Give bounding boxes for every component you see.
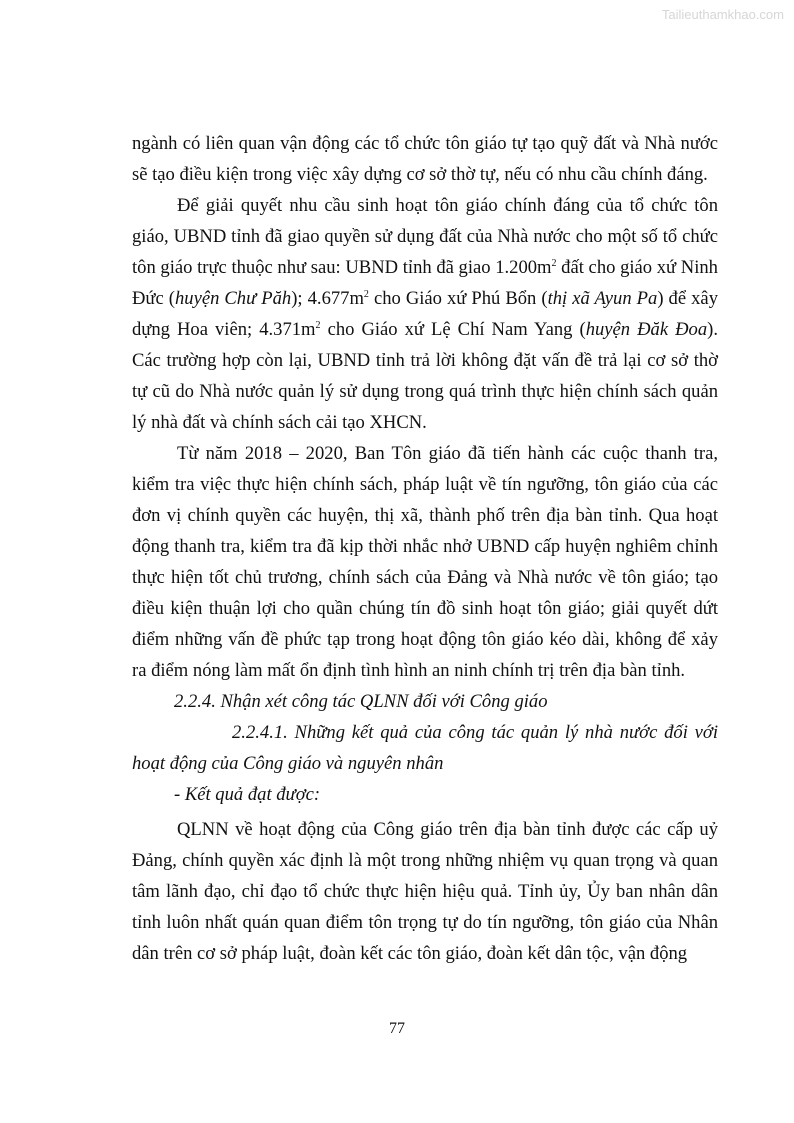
text-run: ). Các trường hợp còn lại, UBND tỉnh trả lời không đặt vấn đề trả lại cơ sở thờ tự cũ do Nhà nước quản lý sử dụng trong quá trình thực hiện chính sách quản lý nhà đất và chính sách cải tạo XHCN.	[132, 319, 718, 433]
text-run: ) để xây dựng Hoa viên; 4.371m	[132, 288, 718, 340]
italic-place: huyện Chư Păh	[174, 288, 292, 309]
paragraph-land-allocation	[132, 190, 718, 438]
superscript: 2	[363, 288, 369, 300]
superscript: 2	[315, 319, 321, 331]
text-run: ); 4.677m	[291, 288, 364, 309]
paragraph-results: QLNN về hoạt động của Công giáo trên địa bàn tỉnh được các cấp uỷ Đảng, chính quyền xác định là một trong những nhiệm vụ quan trọng và quan tâm lãnh đạo, chỉ đạo tổ chức thực hiện hiệu quả. Tỉnh ủy, Ủy ban nhân dân tỉnh luôn nhất quán quan điểm tôn trọng tự do tín ngưỡng, tôn giáo của Nhân dân trên cơ sở pháp luật, đoàn kết các tôn giáo, đoàn kết dân tộc, vận động	[132, 819, 718, 964]
text-run: cho Giáo xứ Lệ Chí Nam Yang (	[320, 319, 586, 340]
section-heading-2-2-4: 2.2.4. Nhận xét công tác QLNN đối với Công giáo	[174, 691, 548, 712]
paragraph-inspection: Từ năm 2018 – 2020, Ban Tôn giáo đã tiến hành các cuộc thanh tra, kiểm tra việc thực hiện chính sách, pháp luật về tín ngưỡng, tôn giáo của các đơn vị chính quyền các huyện, thị xã, thành phố trên địa bàn tỉnh. Qua hoạt động thanh tra, kiểm tra đã kịp thời nhắc nhở UBND cấp huyện nghiêm chỉnh thực hiện tốt chủ trương, chính sách của Đảng và Nhà nước về tôn giáo; tạo điều kiện thuận lợi cho quần chúng tín đồ sinh hoạt tôn giáo; giải quyết dứt điểm những vấn đề phức tạp trong hoạt động tôn giáo kéo dài, không để xảy ra điểm nóng làm mất ổn định tình hình an ninh chính trị trên địa bàn tỉnh.	[132, 443, 718, 681]
text-run: Để giải quyết nhu cầu sinh hoạt tôn giáo chính đáng của tổ chức tôn giáo, UBND tỉnh đã giao quyền sử dụng đất của Nhà nước cho một số tổ chức tôn giáo trực thuộc như sau: UBND tỉnh đã giao 1.200m	[132, 195, 718, 278]
italic-place: huyện Đăk Đoa	[585, 319, 708, 340]
superscript: 2	[551, 257, 557, 269]
italic-place: thị xã Ayun Pa	[547, 288, 658, 309]
paragraph-continued: ngành có liên quan vận động các tổ chức tôn giáo tự tạo quỹ đất và Nhà nước sẽ tạo điều kiện trong việc xây dựng cơ sở thờ tự, nếu có nhu cầu chính đáng.	[132, 133, 718, 185]
watermark: Tailieuthamkhao.com	[661, 7, 784, 22]
text-run: đất cho giáo xứ Ninh Đức (	[132, 257, 718, 309]
page-body	[132, 128, 718, 969]
section-heading-2-2-4-1: 2.2.4.1. Những kết quả của công tác quản lý nhà nước đối với hoạt động của Công giáo và nguyên nhân	[132, 722, 718, 774]
text-run: cho Giáo xứ Phú Bổn (	[368, 288, 548, 309]
page-number: 77	[389, 1020, 405, 1037]
subheading-results: - Kết quả đạt được:	[174, 784, 321, 805]
